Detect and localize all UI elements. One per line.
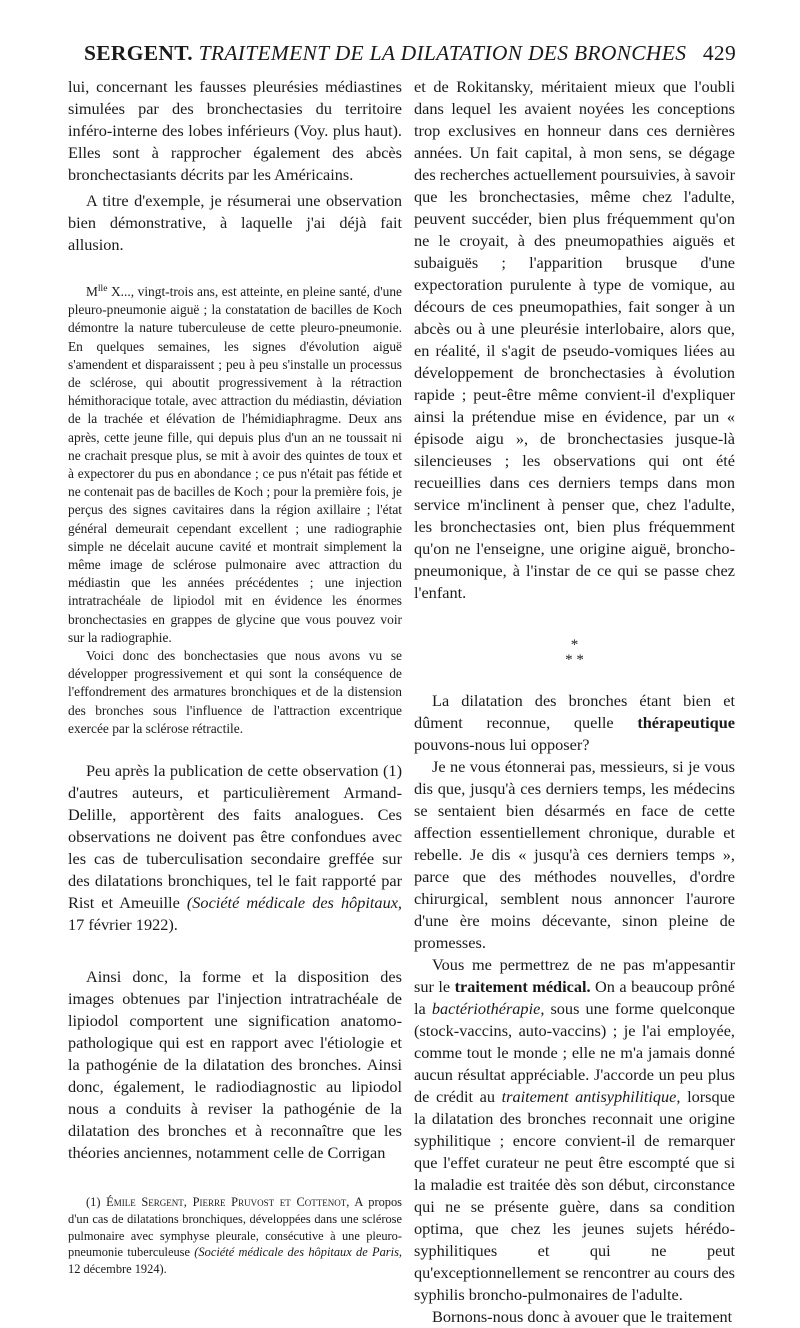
running-header [84,40,736,66]
citation: (Société médicale des hôpitaux, [186,893,403,913]
observation-paragraph: $M^{lle}$ X..., vingt-trois ans, est atteinte, en pleine santé, d'une pleuro-pneumonie aiguë ; la constatation de bacilles de Koch démontre la nature tuberculeuse de cette pleuro-pneumonie. En quelques semaines, les signes d'évolution aiguë s'amendent et disparaissent ; peu à peu s'installe un processus de sclérose, qui aboutit progressivement à la rétraction hémithoracique totale, avec attraction du médiastin, déviation de la trachée et élévation de l'hémidiaphragme. Deux ans après, cette jeune fille, qui depuis plus d'un an ne toussait ni ne crachait presque plus, se mit à avoir des quintes de toux et à expectorer du pus en abondance ; ce pus n'était pas fétide et ne contenait pas de bacilles de Koch ; pour la première fois, je perçus des signes cavitaires dans la région axillaire ; l'état général demeurait cependant excellent ; une radiographie simple ne décelait aucune cavité et montrait simplement la même image de sclérose pulmonaire avec attraction du médiastin que les années précédentes ; une injection intratrachéale de lipiodol mit en évidence les énormes bronchectasies en grappes de glycine que vous pouvez voir sur la radiographie. [68,284,402,645]
citation: (Société médicale des hôpitaux de Paris, [194,1245,402,1260]
emphasis: traitement médical. [454,977,591,996]
paragraph: Bornons-nous donc à avouer que le traitement [432,1307,733,1326]
emphasis: traitement antisyphilitique, [501,1087,681,1106]
paragraph: A titre d'exemple, je résumerai une observation bien démonstrative, à laquelle j'ai déjà fait allusion. [68,191,402,254]
observation-paragraph: Voici donc des bonchectasies que nous avons vu se développer progressivement et qui sont la conséquence de l'effondrement des armatures bronchiques et de la distension des bronches sous l'influence de l'attraction excentrique exercée par la sclérose rétractile. [68,648,402,736]
paragraph: La dilatation des bronches étant bien et dûment reconnue, quelle thérapeutique pouvons-nous lui opposer? [414,691,735,754]
header-author: SERGENT. [84,41,193,65]
left-column [68,76,402,1278]
paragraph: Ainsi donc, la forme et la disposition des images obtenues par l'injection intratrachéale de lipiodol comportent une signification anatomo-pathologique qui est en rapport avec l'étiologie et la pathogénie de la dilatation des bronches. Ainsi donc, également, le radiodiagnostic au lipiodol nous a conduits à reviser la pathogénie de la dilatation des bronches et à reconnaître que les théories anciennes, notamment celle de Corrigan [68,967,402,1163]
paragraph: Vous me permettrez de ne pas m'appesantir sur le traitement médical. On a beaucoup prôné la bactériothérapie, sous une forme quelconque (stock-vaccins, auto-vaccins) ; je l'ai employée, comme tout le monde ; elle ne m'a jamais donné aucun résultat appréciable. J'accorde un peu plus de crédit au traitement antisyphilitique, lorsque la dilatation des bronches reconnait une origine syphilitique ; encore convient-il de remarquer que l'effet curateur ne peut être escompté que si la maladie est traitée dès son début, circonstance qui ne se présente guère, dans sa condition optima, que chez les jeunes sujets hérédo-syphilitiques et qui ne peut qu'exceptionnellement se rencontrer au cours des syphilis broncho-pulmonaires de l'adulte. [414,955,736,1304]
page-number: 429 [702,41,736,65]
emphasis: bactériothérapie, [431,999,545,1018]
right-column [414,76,735,1328]
footnote: (1) Émile Sergent, Pierre Pruvost et Cottenot, A propos d'un cas de dilatations bronchiques, développées dans une sclérose pulmonaire avec symphyse pleurale, consécutive à une pleuro-pneumonie tuberculeuse (Société médicale des hôpitaux de Paris, 12 décembre 1924). [68,1195,403,1277]
paragraph: Je ne vous étonnerai pas, messieurs, si je vous dis que, jusqu'à ces derniers temps, les médecins se sentaient bien désarmés en face de cette affection essentiellement chronique, durable et rebelle. Je dis « jusqu'à ces derniers temps », parce que des méthodes nouvelles, d'ordre chirurgical, semblent nous annoncer l'aurore d'une ère moins décevante, sinon pleine de promesses. [414,757,735,952]
footnote-authors: Émile Sergent, Pierre Pruvost et Cottenot, [106,1195,350,1210]
paragraph: lui, concernant les fausses pleurésies médiastines simulées par des bronchectasies du territoire inféro-interne des lobes inférieurs (Voy. plus haut). Elles sont à rapprocher également des abcès bronchectasiants décrits par les Américains. [68,77,402,184]
section-separator: * * * [565,637,584,668]
header-title: TRAITEMENT DE LA DILATATION DES BRONCHES [198,41,687,65]
paragraph: Peu après la publication de cette observation (1) d'autres auteurs, et particulièrement Armand-Delille, apportèrent des faits analogues. Ces observations ne doivent pas être confondues avec les cas de tuberculisation secondaire greffée sur des dilatations bronchiques, tel le fait rapporté par Rist et Ameuille (Société médicale des hôpitaux, 17 février 1922). [68,761,403,935]
emphasis: thérapeutique [637,713,735,732]
paragraph: et de Rokitansky, méritaient mieux que l'oubli dans lequel les avaient noyées les conceptions trop exclusives en honneur dans ces dernières années. Un fait capital, à mon sens, se dégage des recherches actuellement poursuivies, à savoir que les bronchectasies, même chez l'adulte, peuvent succéder, bien plus fréquemment qu'on ne le croyait, à des pneumopathies aiguës et subaiguës ; l'apparition brusque d'une expectoration purulente à type de vomique, au décours de ces pneumopathies, fait songer à un abcès ou à une pleurésie interlobaire, alors que, en réalité, il s'agit de pseudo-vomiques liées au développement de bronchectasies à évolution rapide ; peut-être même convient-il d'expliquer ainsi la prétendue mise en évidence, par un « épisode aigu », de bronchectasies jusque-là silencieuses ; les observations qui ont été recueillies dans ces derniers temps dans mon service m'inclinent à penser que, chez l'adulte, les bronchectasies ont, bien plus fréquemment qu'on ne l'enseigne, une origine aiguë, broncho-pneumonique, à l'instar de ce qui se passe chez l'enfant. [414,77,735,602]
